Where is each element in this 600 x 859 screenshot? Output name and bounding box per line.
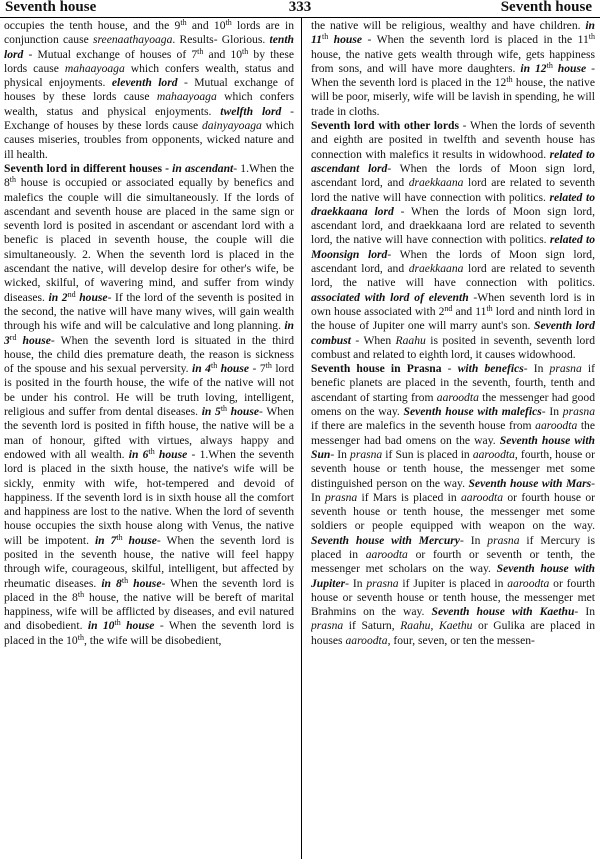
text-run: - When the seventh lord is posited in fifth house, the native will be a man of honour, gifted with virtues, always happy and endowed with all wealth. [4,405,294,461]
text-run: - In [523,362,550,376]
text-run: - Mutual exchange of houses of 7 [23,47,198,61]
text-run: which confers wealth, status and physical enjoyments. [4,61,294,90]
text-run: - When the seventh lord is placed in the 11 [362,33,589,47]
text-run: lords are in conjunction cause [4,19,294,47]
superscript: th [116,532,123,542]
text-run: - When the lords of Moon sign lord, ascendant lord, and [311,161,595,190]
text-run: . Results- Glorious. [172,33,270,47]
text-run: which causes miseries, troubles from opponents, wicked nature and ill health. [4,119,294,161]
text-run: - When the seventh lord is placed in the 8 [4,576,294,604]
text-run: which confers wealth, status and physical enjoyments. [4,90,294,118]
superscript: th [506,75,513,85]
text-run: - When the lords of Moon sign lord, ascendant lord, and draekkaana lord are related to seventh lord, the native will have connection with politics. [311,204,595,247]
emphasis-text: house [552,61,587,75]
text-run: - 1.When the 8 [4,161,294,190]
emphasis-text: related to ascendant lord [311,147,595,175]
emphasis-text: mahaayoaga [156,90,217,104]
emphasis-text: aaroodta [345,633,388,647]
emphasis-text: in 3 [4,319,294,347]
text-run: house is occupied or associated equally by benefics and malefics the couple will die simultaneously. If the lords of ascendant and seventh house are placed in the same sign or seventh lord is posited in ascendant or ascendant lord with a benefic is placed in seventh house, the couple will die simultaneously. 2. When the seventh lord is placed in the ascendant the native, will develop desire for other's wife, be wicked, skilful, of wavering mind, and suffer from windy diseases. [4,176,294,304]
emphasis-text: prasna [366,576,399,590]
text-run: - When the lords of seventh and eighth are posited in twelfth and seventh house has connection with malefics it results in widowhood. [311,119,595,161]
text-run: - In [541,405,563,419]
text-run: the messenger had bad omens on the way. [311,419,595,447]
emphasis-text: house [75,290,108,304]
superscript: th [121,575,129,585]
text-run: - In [459,533,488,547]
text-run: house, the native will be bereft of marital happiness, wife will be afflicted by diseases, and evil natured and disobedient. [4,590,294,633]
emphasis-text: Seventh house with Sun [311,433,595,461]
emphasis-text: house [122,533,157,547]
text-run: the messenger had good omens on the way. [311,390,595,419]
emphasis-text: Seventh house with malefics [403,405,542,419]
emphasis-text: prasna [487,533,520,547]
text-run: - In [345,576,367,590]
emphasis-text: in ascendant [172,161,234,175]
emphasis-text: Seventh house with Mars [468,476,592,490]
emphasis-text: aaroodta [436,390,479,404]
emphasis-text: aaroodta [460,490,504,504]
emphasis-text: mahaayoaga [64,61,125,75]
emphasis-text: in 2 [48,290,68,304]
emphasis-text: Raahu [395,333,426,347]
text-run: by these lords cause [4,47,294,75]
emphasis-text: Seventh lord in different houses - [4,161,173,175]
text-run: - When the seventh lord is placed in the 10 [4,619,294,647]
text-run: if Jupiter is placed in [398,576,508,590]
emphasis-text: house [120,619,155,633]
paragraph [311,19,595,119]
emphasis-text: house [217,362,250,376]
emphasis-text: in 12 [520,61,547,75]
text-run: or fourth or seventh or tenth, the messenger met scholars on the way. [311,547,595,576]
emphasis-text: draekkaana [408,176,464,190]
emphasis-text: aaroodta [365,547,408,561]
text-run: or Gulika are placed in houses [311,619,595,647]
superscript: th [588,32,595,42]
text-run: or fourth house or seventh house or tenth house, the messenger met some soldiers or people equipped with weapon on the way. [311,490,595,533]
superscript: th [77,589,85,599]
superscript: th [220,404,228,414]
emphasis-text: in 7 [94,533,117,547]
text-run: occupies the tenth house, and the 9 [4,19,181,32]
emphasis-text: prasna [324,490,358,504]
emphasis-text: house [154,447,188,461]
text-run: lord are related to seventh lord, the native will have connection with politics. [311,262,595,290]
text-run: if Mars is placed in [357,490,461,504]
text-run: is posited in seventh, seventh lord combust and related to eighth lord, it causes widowhood. [311,333,595,361]
text-run: , four, seven, or ten the messen- [387,633,535,647]
text-run: and 10 [186,19,226,32]
header-right-title: Seventh house [500,0,592,15]
text-run: if Mercury is placed in [311,533,595,561]
superscript: th [180,19,187,27]
emphasis-text: Seventh house in Prasna [311,362,442,376]
superscript: th [546,60,553,70]
emphasis-text: tenth lord [4,33,294,61]
text-run: - When [350,333,396,347]
text-run: - When the seventh lord is situated in the third house, the child dies premature death, the reason is sickness of the spouse and his sexual perversity. [4,333,294,376]
text-run: if benefic planets are placed in the seventh, fourth, tenth and ascendant of starting from [311,362,595,404]
emphasis-text: Seventh house with Jupiter [311,562,595,590]
paragraph [4,19,294,162]
superscript: th [486,303,493,313]
paragraph [4,162,294,648]
superscript: th [242,46,249,56]
text-run: - When the seventh lord is posited in the seventh house, the native will feel happy through wife, courageous, skilful, intelligent, but affected by rheumatic diseases. [4,533,294,590]
header-left-title: Seventh house [5,0,97,15]
emphasis-text: sreenaathayoaga [92,33,173,47]
superscript: th [77,632,84,642]
text-run: house, the native will be poor, miserly, wife will be lavish in spending, he will trade in cloths. [311,76,595,118]
emphasis-text: Seventh lord combust [311,319,595,347]
text-run: and 10 [203,47,243,61]
paragraph [311,119,595,362]
text-run: - When the lords of Moon sign lord, ascendant lord, and [311,247,595,276]
text-run: - Exchange of houses by these lords cause [4,104,294,133]
superscript: nd [67,289,76,299]
emphasis-text: in 5 [201,405,221,419]
superscript: th [9,175,17,185]
superscript: th [210,361,218,371]
emphasis-text: Seventh house with Mercury [311,533,460,547]
text-run: -When seventh lord is in own house associated with 2 [311,290,595,318]
text-run: if there are malefics in the seventh house from [311,419,536,433]
emphasis-text: aaroodta [472,447,515,461]
column-divider [301,17,302,859]
emphasis-text: with benefics [457,362,524,376]
emphasis-text: prasna [549,362,582,376]
emphasis-text: prasna [562,405,595,419]
text-run: lord are related to seventh lord the native will have connection with politics. [311,176,595,204]
emphasis-text: dainyayoaga [201,119,262,133]
superscript: th [265,361,272,371]
paragraph [311,362,595,648]
emphasis-text: prasna [350,447,383,461]
text-run: the native will be religious, wealthy and have children. [311,19,586,32]
emphasis-text: in 8 [101,576,122,590]
emphasis-text: in 6 [128,447,149,461]
text-run: - 1.When the seventh lord is placed in the sixth house, the native's wife will be sickly, enmity with wife, hot-tempered and devoid of happiness. If the seventh lord is in sixth house all the comfort and happiness are lost to the native. When the lord of seventh house occupies the sixth house along with Venus, the native will be impotent. [4,447,294,547]
text-run: and 11 [452,304,487,318]
text-run: or fourth house or seventh house or tenth house, the messenger met Brahmins on the way. [311,576,595,619]
superscript: th [114,618,121,628]
emphasis-text: house [328,33,363,47]
emphasis-text: associated with lord of eleventh [311,290,469,304]
emphasis-text: aaroodta [535,419,578,433]
text-run: , [430,619,439,633]
left-column [4,19,294,859]
text-run: - When the seventh lord is placed in the 12 [311,61,595,90]
emphasis-text: house [227,405,260,419]
emphasis-text: draekkaana [408,262,464,276]
emphasis-text: Seventh house with Kaethu [431,605,575,619]
emphasis-text: Seventh lord with other lords [311,119,459,133]
text-run: house, the native gets wealth through wife, gets happiness from sons, and will have more daughters. [311,47,595,75]
text-run: if Saturn, [343,619,401,633]
emphasis-text: house [128,576,162,590]
emphasis-text: in 4 [192,362,211,376]
superscript: rd [9,332,17,342]
text-run: - If the lord of the seventh is posited in the second, the native will have many wives, will gain wealth through his wife and will be calculative and long planning. [4,290,294,333]
superscript: th [148,446,155,456]
emphasis-text: in 10 [87,619,115,633]
superscript: th [225,19,232,27]
emphasis-text: house [16,333,51,347]
page-number: 333 [288,0,312,15]
text-run: if Sun is placed in [382,447,473,461]
text-run: - Mutual exchange of houses by these lords cause [4,76,294,104]
text-run: , the wife will be disobedient, [83,633,222,647]
superscript: th [321,32,329,42]
emphasis-text: related to draekkaana lord [311,190,595,218]
text-run: lord and ninth lord in the house of Jupiter one will marry aunt's son. [311,304,595,333]
emphasis-text: Kaethu [438,619,473,633]
superscript: th [197,46,204,56]
right-column [311,19,595,859]
text-run: lord is posited in the fourth house, the wife of the native will not be under his control. He will be truth loving, intelligent, religious and suffer from dental diseases. [4,362,294,419]
emphasis-text: eleventh lord [111,76,178,90]
running-header [0,0,600,18]
superscript: nd [444,303,453,313]
text-run: - In [574,605,595,619]
emphasis-text: aaroodta [507,576,550,590]
text-run: , fourth, house or seventh house or tenth house, the messenger met some distinguished person on the way. [311,447,595,490]
emphasis-text: twelfth lord [220,104,282,118]
text-run: - In [311,476,595,504]
text-run: - [441,362,458,376]
emphasis-text: related to Moonsign lord [311,233,595,261]
text-run: - 7 [249,362,266,376]
emphasis-text: in 11 [311,19,595,47]
emphasis-text: Raahu [400,619,431,633]
emphasis-text: prasna [311,619,344,633]
text-run: - In [330,447,351,461]
